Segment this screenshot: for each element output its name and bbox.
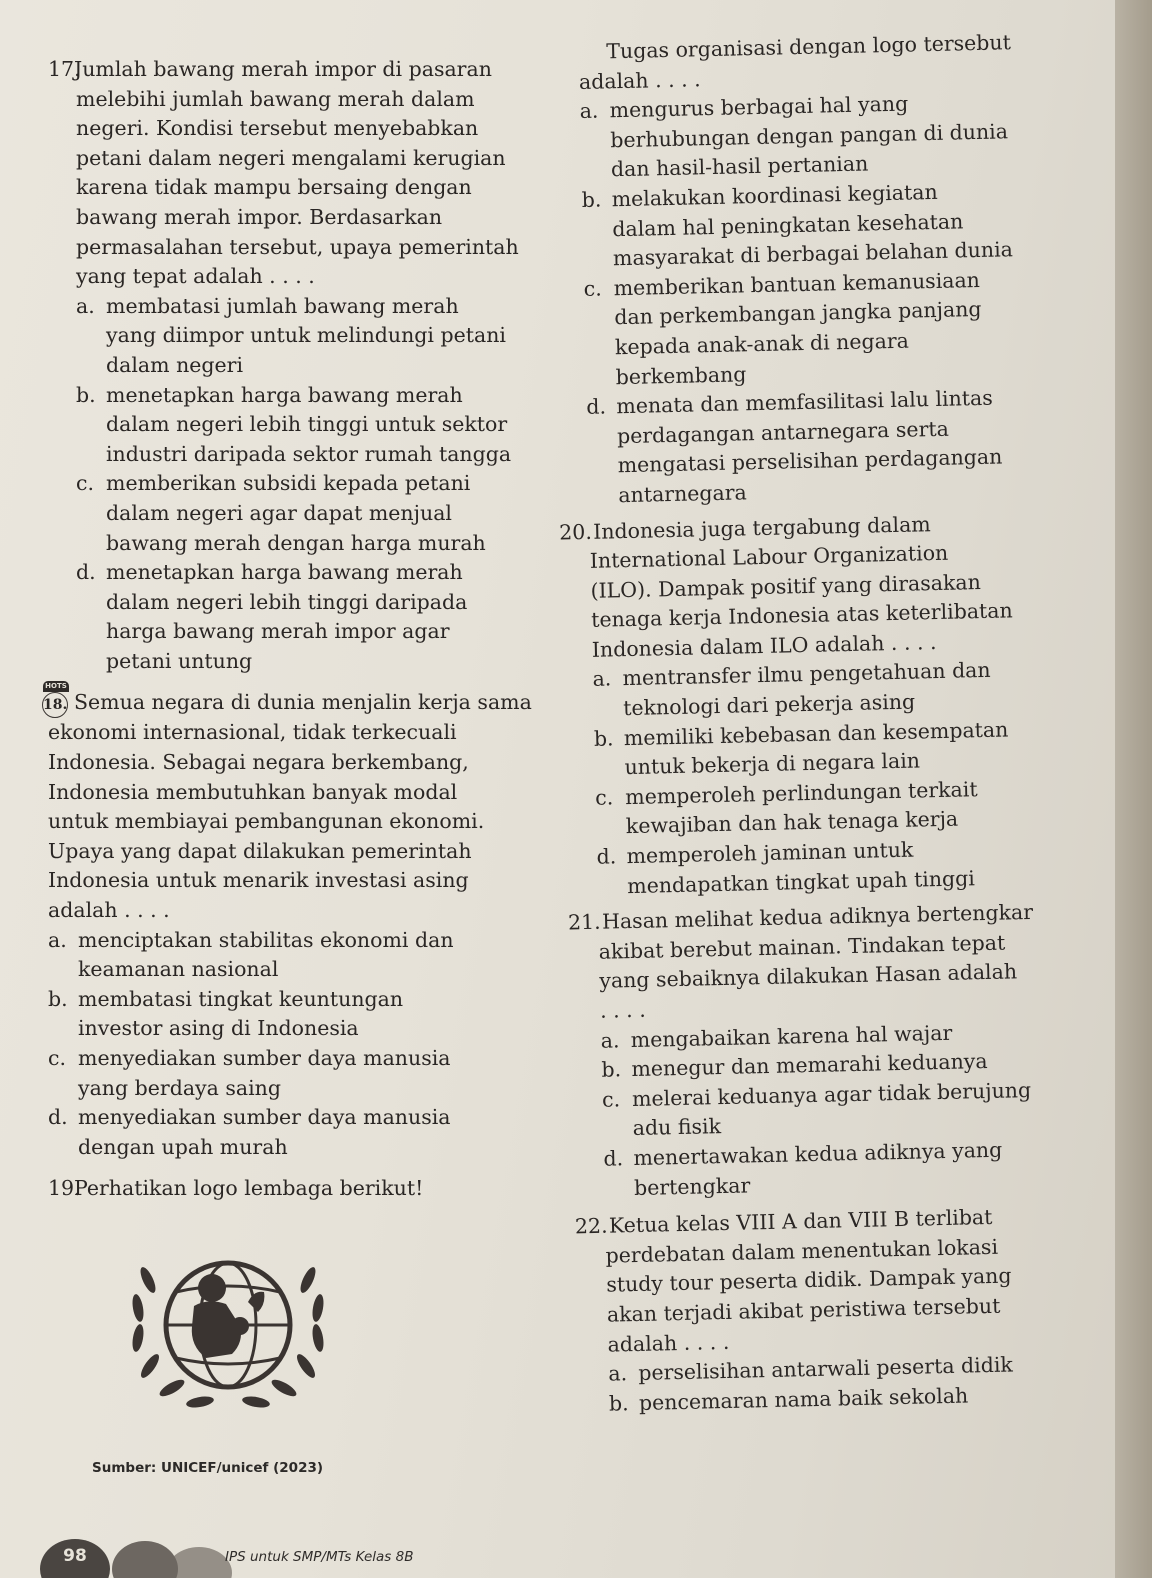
option-a[interactable]: a. mengurus berbagai hal yang berhubungan dengan pangan di dunia dan hasil-hasil pertanian <box>579 91 1009 182</box>
question-22: 22.Ketua kelas VIII A dan VIII B terlibat perdebatan dalam menentukan lokasi study tour peserta didik. Dampak yang akan terjadi akibat peristiwa tersebut adalah . . . . a. perselisihan antarwali peserta didik b. pencemaran nama baik sekolah <box>605 1201 1088 1419</box>
option-d[interactable]: d. menetapkan harga bawang merah dalam negeri lebih tinggi daripada harga bawang merah impor agar petani untung <box>76 560 468 673</box>
question-19-stem: 19.Perhatikan logo lembaga berikut! <box>48 1176 424 1201</box>
logo-source-caption: Sumber: UNICEF/unicef (2023) <box>92 1460 324 1476</box>
question-number: 17. <box>48 57 81 81</box>
option-b[interactable]: b. melakukan koordinasi kegiatan dalam hal peningkatan kesehatan masyarakat di berbagai belahan dunia <box>581 179 1014 271</box>
option-c[interactable]: c. memperoleh perlindungan terkait kewajiban dan hak tenaga kerja <box>594 776 978 839</box>
left-column <box>43 55 548 1204</box>
option-a[interactable]: a. perselisihan antarwali peserta didik <box>608 1352 1014 1386</box>
question-20: 20.Indonesia juga tergabung dalam International Labour Organization (ILO). Dampak positif yang dirasakan tenaga kerja Indonesia atas keterlibatan Indonesia dalam ILO adalah . . . . a. mentransfer ilmu pengetahuan dan teknologi dari pekerja asing b. memiliki kebebasan dan kesempatan untuk bekerja di negara lain c. memperoleh perlindungan terkait kewajiban dan hak tenaga kerja d. memperoleh jaminan untuk mendapatkan tingkat upah tinggi <box>589 507 1076 902</box>
option-a[interactable]: a. menciptakan stabilitas ekonomi dan keamanan nasional <box>48 927 454 982</box>
option-a[interactable]: a. mentransfer ilmu pengetahuan dan teknologi dari pekerja asing <box>592 658 991 721</box>
footer-decoration <box>112 1541 178 1578</box>
option-b[interactable]: b. memiliki kebebasan dan kesempatan untuk bekerja di negara lain <box>593 717 1009 780</box>
option-c[interactable]: c. memberikan bantuan kemanusiaan dan perkembangan jangka panjang kepada anak-anak di negara berkembang <box>583 267 982 389</box>
page-number: 98 <box>40 1539 110 1578</box>
question-17-stem: 17.Jumlah bawang merah impor di pasaran melebihi jumlah bawang merah dalam negeri. Kondisi tersebut menyebabkan petani dalam negeri mengalami kerugian karena tidak mampu bersaing dengan bawang merah impor. Berdasarkan permasalahan tersebut, upaya pemerintah yang tepat adalah . . . . <box>48 57 519 289</box>
option-c[interactable]: c. menyediakan sumber daya manusia yang berdaya saing <box>48 1046 451 1100</box>
option-d[interactable]: d. menata dan memfasilitasi lalu lintas perdagangan antarnegara serta mengatasi perselisihan perdagangan antarnegara <box>586 385 1003 508</box>
question-19 <box>48 1174 548 1204</box>
question-18 <box>43 682 548 1162</box>
question-19-continuation: Tugas organisasi dengan logo tersebut adalah . . . . a. mengurus berbagai hal yang berhubungan dengan pangan di dunia dan hasil-hasil pertanian b. melakukan koordinasi kegiatan dalam hal peningkatan kesehatan masyarakat di berbagai belahan dunia c. memberikan bantuan kemanusiaan dan perkembangan jangka panjang kepada anak-anak di negara berkembang d. menata dan memfasilitasi lalu lintas perdagangan antarnegara serta mengatasi perselisihan perdagangan antarnegara <box>578 27 1067 511</box>
option-a[interactable]: a. mengabaikan karena hal wajar <box>600 1020 953 1053</box>
question-17 <box>48 55 548 676</box>
option-b[interactable]: b. membatasi tingkat keuntungan investor asing di Indonesia <box>48 986 404 1041</box>
page-footer <box>40 1527 560 1578</box>
option-b[interactable]: b. menegur dan memarahi keduanya <box>601 1049 988 1082</box>
option-d[interactable]: d. menertawakan kedua adiknya yang bertengkar <box>603 1137 1003 1200</box>
right-column <box>558 27 1087 1419</box>
option-d[interactable]: d. memperoleh jaminan untuk mendapatkan tingkat upah tinggi <box>596 837 976 898</box>
option-c[interactable]: c. memberikan subsidi kepada petani dalam negeri agar dapat menjual bawang merah dengan harga murah <box>76 471 486 555</box>
option-b[interactable]: b. pencemaran nama baik sekolah <box>608 1383 969 1416</box>
option-c[interactable]: c. melerai keduanya agar tidak berujung adu fisik <box>601 1077 1032 1141</box>
option-b[interactable]: b. menetapkan harga bawang merah dalam negeri lebih tinggi untuk sektor industri daripada sektor rumah tangga <box>76 382 512 466</box>
question-18-stem: HOTS 18. Semua negara di dunia menjalin kerja sama ekonomi internasional, tidak terkecuali Indonesia. Sebagai negara berkembang, Indonesia membutuhkan banyak modal untuk membiayai pembangunan ekonomi. Upaya yang dapat dilakukan pemerintah Indonesia untuk menarik investasi asing adalah . . . . <box>43 682 532 923</box>
question-21: 21.Hasan melihat kedua adiknya bertengkar akibat berebut mainan. Tindakan tepat yang sebaiknya dilakukan Hasan adalah . . . . a. mengabaikan karena hal wajar b. menegur dan memarahi keduanya c. melerai keduanya agar tidak berujung adu fisik d. menertawakan kedua adiknya yang bertengkar <box>598 897 1083 1204</box>
option-a[interactable]: a. membatasi jumlah bawang merah yang diimpor untuk melindungi petani dalam negeri <box>76 293 506 377</box>
hots-badge: HOTS 18. <box>42 692 68 718</box>
unicef-logo <box>108 1230 348 1430</box>
book-title: IPS untuk SMP/MTs Kelas 8B <box>225 1549 414 1565</box>
option-d[interactable]: d. menyediakan sumber daya manusia dengan upah murah <box>48 1105 451 1159</box>
page-edge <box>1115 0 1152 1578</box>
